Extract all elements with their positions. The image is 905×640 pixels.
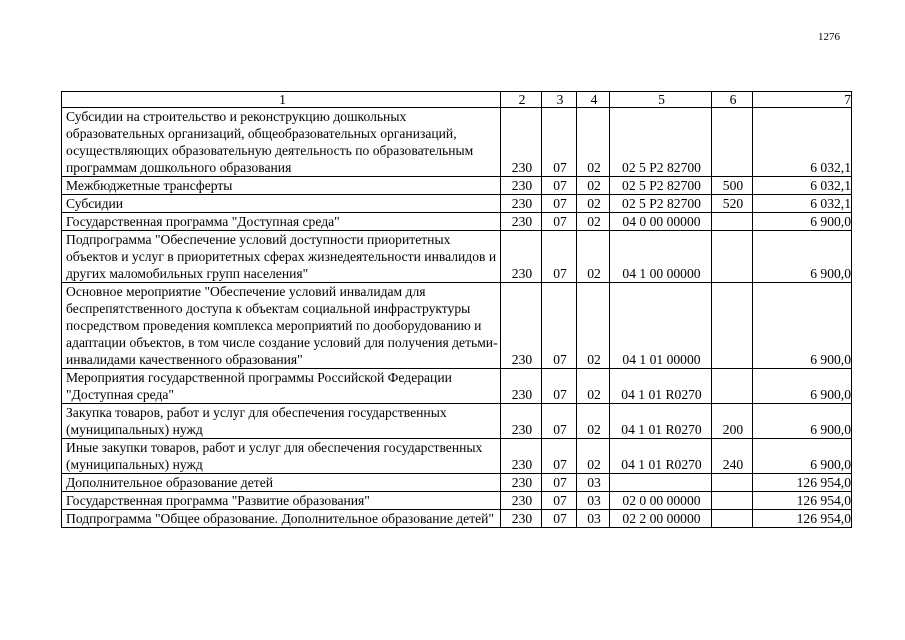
cell-target-article: 02 2 00 00000 xyxy=(610,510,712,528)
cell-expense-type xyxy=(712,231,753,283)
table-row xyxy=(62,492,852,510)
cell-name: Подпрограмма "Обеспечение условий доступности приоритетных объектов и услуг в приоритетных сферах жизнедеятельности инвалидов и других маломобильных групп населения" xyxy=(62,231,501,283)
cell-subsection: 03 xyxy=(577,492,610,510)
cell-subsection: 03 xyxy=(577,474,610,492)
cell-expense-type: 500 xyxy=(712,177,753,195)
cell-expense-type xyxy=(712,108,753,177)
cell-expense-type xyxy=(712,369,753,404)
cell-expense-type: 520 xyxy=(712,195,753,213)
table-row xyxy=(62,213,852,231)
cell-section: 07 xyxy=(542,510,577,528)
cell-section: 07 xyxy=(542,231,577,283)
cell-expense-type xyxy=(712,283,753,369)
cell-name: Иные закупки товаров, работ и услуг для обеспечения государственных (муниципальных) нужд xyxy=(62,439,501,474)
cell-subsection: 02 xyxy=(577,195,610,213)
cell-target-article: 02 5 Р2 82700 xyxy=(610,195,712,213)
cell-target-article: 02 5 Р2 82700 xyxy=(610,108,712,177)
cell-subsection: 02 xyxy=(577,177,610,195)
cell-amount: 6 900,0 xyxy=(753,283,852,369)
cell-admin-code: 230 xyxy=(501,195,542,213)
column-header-4: 4 xyxy=(577,92,610,108)
cell-amount: 126 954,0 xyxy=(753,474,852,492)
cell-admin-code: 230 xyxy=(501,213,542,231)
column-header-6: 6 xyxy=(712,92,753,108)
table-row xyxy=(62,474,852,492)
cell-name: Основное мероприятие "Обеспечение условий инвалидам для беспрепятственного доступа к объектам социальной инфраструктуры посредством проведения комплекса мероприятий по дооборудованию и адаптации объектов, в том числе создание условий для получения детьми-инвалидами качественного образования" xyxy=(62,283,501,369)
cell-subsection: 02 xyxy=(577,369,610,404)
column-header-7: 7 xyxy=(753,92,852,108)
cell-name: Межбюджетные трансферты xyxy=(62,177,501,195)
cell-name: Мероприятия государственной программы Российской Федерации "Доступная среда" xyxy=(62,369,501,404)
cell-amount: 6 900,0 xyxy=(753,213,852,231)
cell-amount: 6 900,0 xyxy=(753,439,852,474)
cell-target-article xyxy=(610,474,712,492)
cell-expense-type xyxy=(712,213,753,231)
cell-target-article: 04 1 00 00000 xyxy=(610,231,712,283)
page-number: 1276 xyxy=(818,31,840,43)
cell-name: Субсидии на строительство и реконструкцию дошкольных образовательных организаций, общеобразовательных организаций, осуществляющих образовательную деятельность по образовательным программам дошкольного образования xyxy=(62,108,501,177)
cell-admin-code: 230 xyxy=(501,510,542,528)
table-header-row xyxy=(62,92,852,108)
cell-subsection: 03 xyxy=(577,510,610,528)
cell-section: 07 xyxy=(542,195,577,213)
cell-admin-code: 230 xyxy=(501,492,542,510)
cell-target-article: 04 1 01 R0270 xyxy=(610,404,712,439)
cell-admin-code: 230 xyxy=(501,369,542,404)
cell-section: 07 xyxy=(542,404,577,439)
table-row xyxy=(62,510,852,528)
cell-amount: 6 032,1 xyxy=(753,195,852,213)
cell-section: 07 xyxy=(542,492,577,510)
cell-subsection: 02 xyxy=(577,108,610,177)
table-row xyxy=(62,404,852,439)
cell-admin-code: 230 xyxy=(501,439,542,474)
cell-amount: 6 900,0 xyxy=(753,369,852,404)
table-row xyxy=(62,108,852,177)
cell-name: Государственная программа "Доступная среда" xyxy=(62,213,501,231)
table-row xyxy=(62,231,852,283)
cell-admin-code: 230 xyxy=(501,108,542,177)
cell-admin-code: 230 xyxy=(501,283,542,369)
column-header-2: 2 xyxy=(501,92,542,108)
cell-target-article: 02 5 Р2 82700 xyxy=(610,177,712,195)
cell-target-article: 04 0 00 00000 xyxy=(610,213,712,231)
table-row xyxy=(62,195,852,213)
budget-table xyxy=(61,91,852,528)
column-header-5: 5 xyxy=(610,92,712,108)
cell-name: Государственная программа "Развитие образования" xyxy=(62,492,501,510)
cell-amount: 6 900,0 xyxy=(753,404,852,439)
cell-amount: 126 954,0 xyxy=(753,510,852,528)
cell-target-article: 04 1 01 R0270 xyxy=(610,439,712,474)
cell-section: 07 xyxy=(542,108,577,177)
cell-section: 07 xyxy=(542,213,577,231)
cell-expense-type xyxy=(712,492,753,510)
table-row xyxy=(62,283,852,369)
cell-target-article: 02 0 00 00000 xyxy=(610,492,712,510)
cell-section: 07 xyxy=(542,439,577,474)
table-row xyxy=(62,439,852,474)
cell-section: 07 xyxy=(542,369,577,404)
cell-amount: 6 900,0 xyxy=(753,231,852,283)
cell-section: 07 xyxy=(542,177,577,195)
cell-subsection: 02 xyxy=(577,231,610,283)
cell-expense-type xyxy=(712,474,753,492)
cell-expense-type: 200 xyxy=(712,404,753,439)
cell-amount: 6 032,1 xyxy=(753,108,852,177)
cell-subsection: 02 xyxy=(577,404,610,439)
cell-subsection: 02 xyxy=(577,213,610,231)
cell-subsection: 02 xyxy=(577,283,610,369)
cell-name: Подпрограмма "Общее образование. Дополнительное образование детей" xyxy=(62,510,501,528)
cell-admin-code: 230 xyxy=(501,474,542,492)
cell-expense-type xyxy=(712,510,753,528)
cell-admin-code: 230 xyxy=(501,404,542,439)
cell-section: 07 xyxy=(542,474,577,492)
cell-name: Закупка товаров, работ и услуг для обеспечения государственных (муниципальных) нужд xyxy=(62,404,501,439)
column-header-1: 1 xyxy=(62,92,501,108)
cell-admin-code: 230 xyxy=(501,177,542,195)
cell-target-article: 04 1 01 R0270 xyxy=(610,369,712,404)
cell-subsection: 02 xyxy=(577,439,610,474)
cell-amount: 126 954,0 xyxy=(753,492,852,510)
cell-name: Дополнительное образование детей xyxy=(62,474,501,492)
cell-target-article: 04 1 01 00000 xyxy=(610,283,712,369)
column-header-3: 3 xyxy=(542,92,577,108)
cell-amount: 6 032,1 xyxy=(753,177,852,195)
table-row xyxy=(62,369,852,404)
table-row xyxy=(62,177,852,195)
cell-section: 07 xyxy=(542,283,577,369)
cell-admin-code: 230 xyxy=(501,231,542,283)
cell-name: Субсидии xyxy=(62,195,501,213)
cell-expense-type: 240 xyxy=(712,439,753,474)
